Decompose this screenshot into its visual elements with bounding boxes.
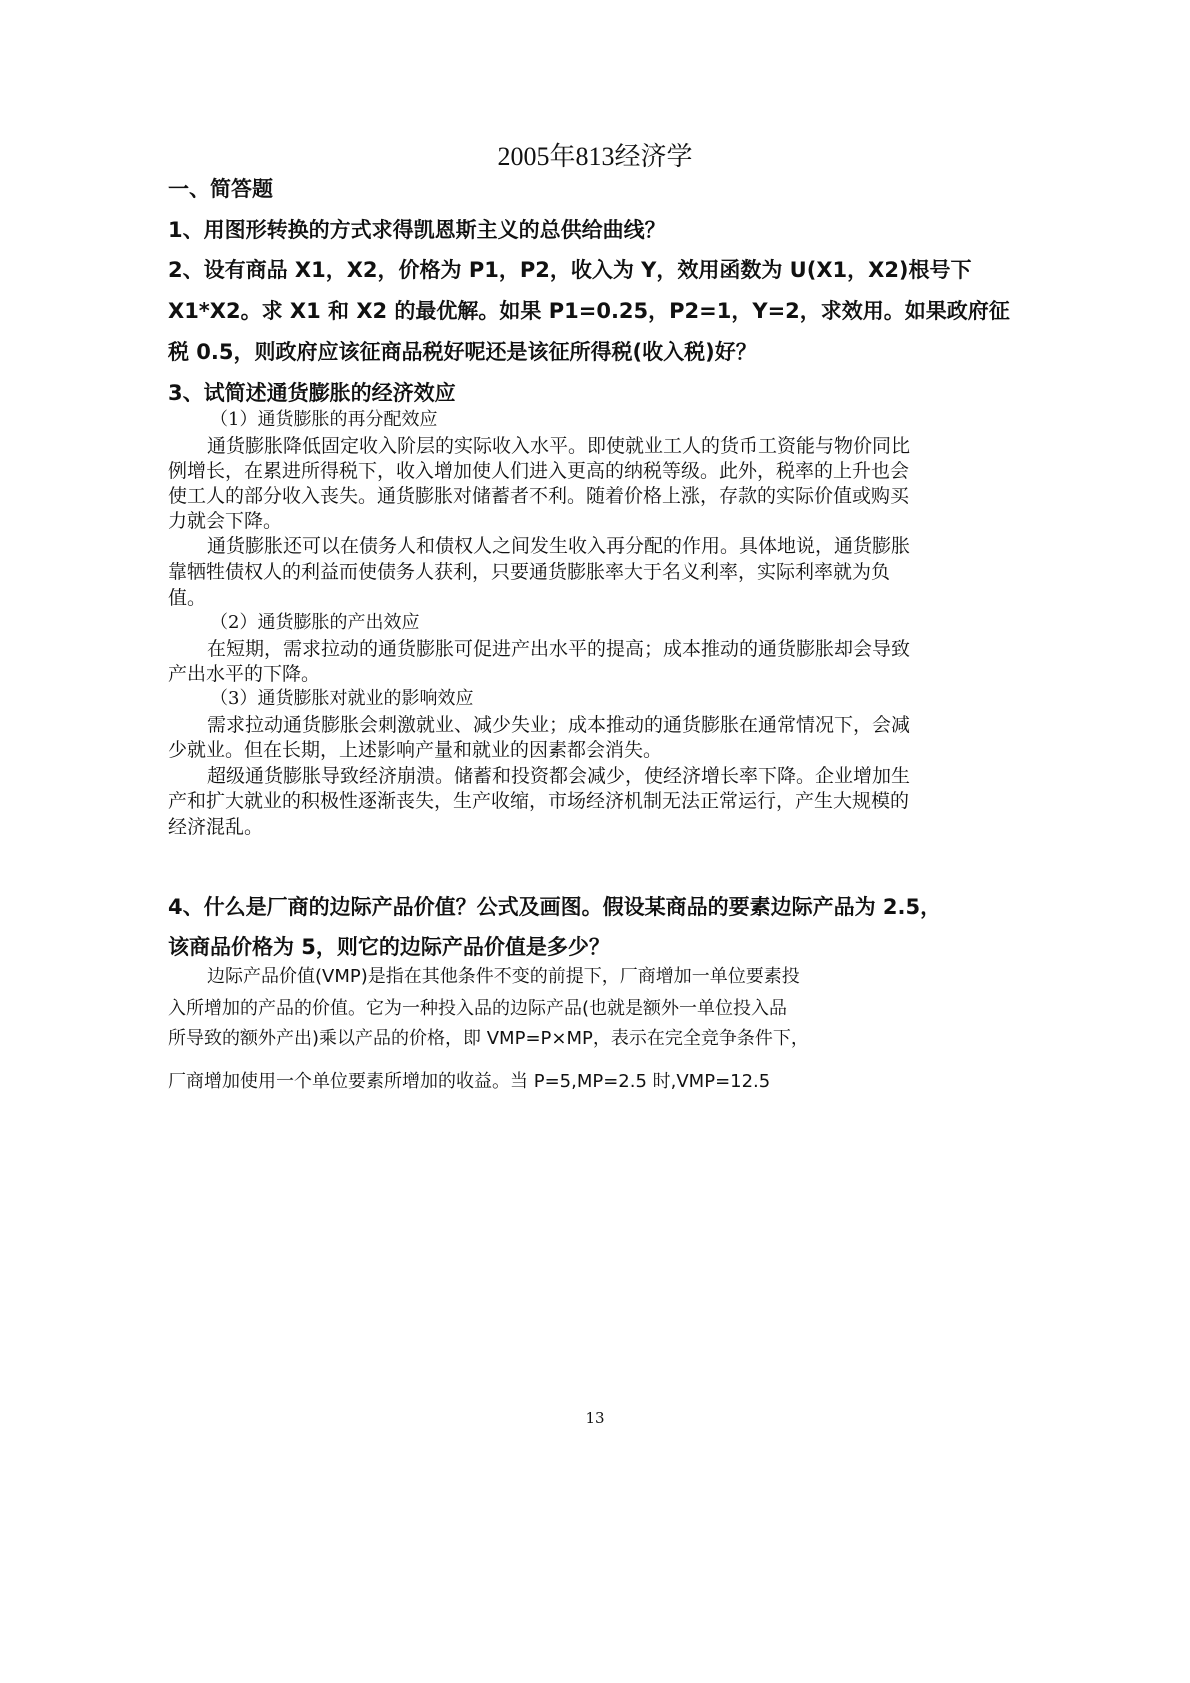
section-heading: 一、简答题 bbox=[168, 177, 273, 201]
question-2-line: 税 0.5，则政府应该征商品税好呢还是该征所得税(收入税)好？ bbox=[168, 340, 757, 364]
paragraph-line: 力就会下降。 bbox=[168, 510, 283, 532]
paragraph-line: 经济混乱。 bbox=[168, 816, 264, 838]
answer-line: 边际产品价值(VMP)是指在其他条件不变的前提下，厂商增加一单位要素投 bbox=[207, 966, 800, 987]
question-1: 1、用图形转换的方式求得凯恩斯主义的总供给曲线？ bbox=[168, 218, 666, 242]
paragraph-line: 在短期，需求拉动的通货膨胀可促进产出水平的提高；成本推动的通货膨胀却会导致 bbox=[207, 638, 911, 660]
question-2-line: 2、设有商品 X1，X2，价格为 P1，P2，收入为 Y，效用函数为 U(X1，X2)根号下 bbox=[168, 258, 972, 282]
answer-line: 厂商增加使用一个单位要素所增加的收益。当 P=5,MP=2.5 时,VMP=12.5 bbox=[168, 1071, 771, 1092]
subheading: （2）通货膨胀的产出效应 bbox=[210, 612, 420, 633]
subheading: （1）通货膨胀的再分配效应 bbox=[210, 409, 438, 430]
question-3-heading: 3、试简述通货膨胀的经济效应 bbox=[168, 381, 456, 405]
paragraph-line: 少就业。但在长期，上述影响产量和就业的因素都会消失。 bbox=[168, 739, 663, 761]
paragraph-line: 例增长，在累进所得税下，收入增加使人们进入更高的纳税等级。此外，税率的上升也会 bbox=[168, 460, 910, 482]
paragraph-line: 产和扩大就业的积极性逐渐丧失，生产收缩，市场经济机制无法正常运行，产生大规模的 bbox=[168, 790, 910, 812]
answer-line: 入所增加的产品的价值。它为一种投入品的边际产品(也就是额外一单位投入品 bbox=[168, 998, 788, 1019]
subheading: （3）通货膨胀对就业的影响效应 bbox=[210, 688, 474, 709]
paragraph-line: 通货膨胀还可以在债务人和债权人之间发生收入再分配的作用。具体地说，通货膨胀 bbox=[207, 535, 911, 557]
paragraph-line: 需求拉动通货膨胀会刺激就业、减少失业；成本推动的通货膨胀在通常情况下，会减 bbox=[207, 714, 911, 736]
page-title: 2005年813经济学 bbox=[497, 142, 693, 171]
paragraph-line: 值。 bbox=[168, 587, 207, 609]
paragraph-line: 产出水平的下降。 bbox=[168, 663, 321, 685]
question-4-heading: 4、什么是厂商的边际产品价值？公式及画图。假设某商品的要素边际产品为 2.5， bbox=[168, 895, 942, 919]
paragraph-line: 通货膨胀降低固定收入阶层的实际收入水平。即使就业工人的货币工资能与物价同比 bbox=[207, 435, 911, 457]
page-number: 13 bbox=[585, 1409, 605, 1427]
answer-line: 所导致的额外产出)乘以产品的价格，即 VMP=P×MP，表示在完全竞争条件下， bbox=[168, 1028, 809, 1049]
paragraph-line: 使工人的部分收入丧失。通货膨胀对储蓄者不利。随着价格上涨，存款的实际价值或购买 bbox=[168, 485, 910, 507]
question-4-heading: 该商品价格为 5，则它的边际产品价值是多少？ bbox=[168, 935, 610, 959]
question-2-line: X1*X2。求 X1 和 X2 的最优解。如果 P1=0.25，P2=1，Y=2，求效用。如果政府征 bbox=[168, 299, 1010, 323]
paragraph-line: 靠牺牲债权人的利益而使债务人获利，只要通货膨胀率大于名义利率，实际利率就为负 bbox=[168, 561, 891, 583]
paragraph-line: 超级通货膨胀导致经济崩溃。储蓄和投资都会减少，使经济增长率下降。企业增加生 bbox=[207, 765, 911, 787]
